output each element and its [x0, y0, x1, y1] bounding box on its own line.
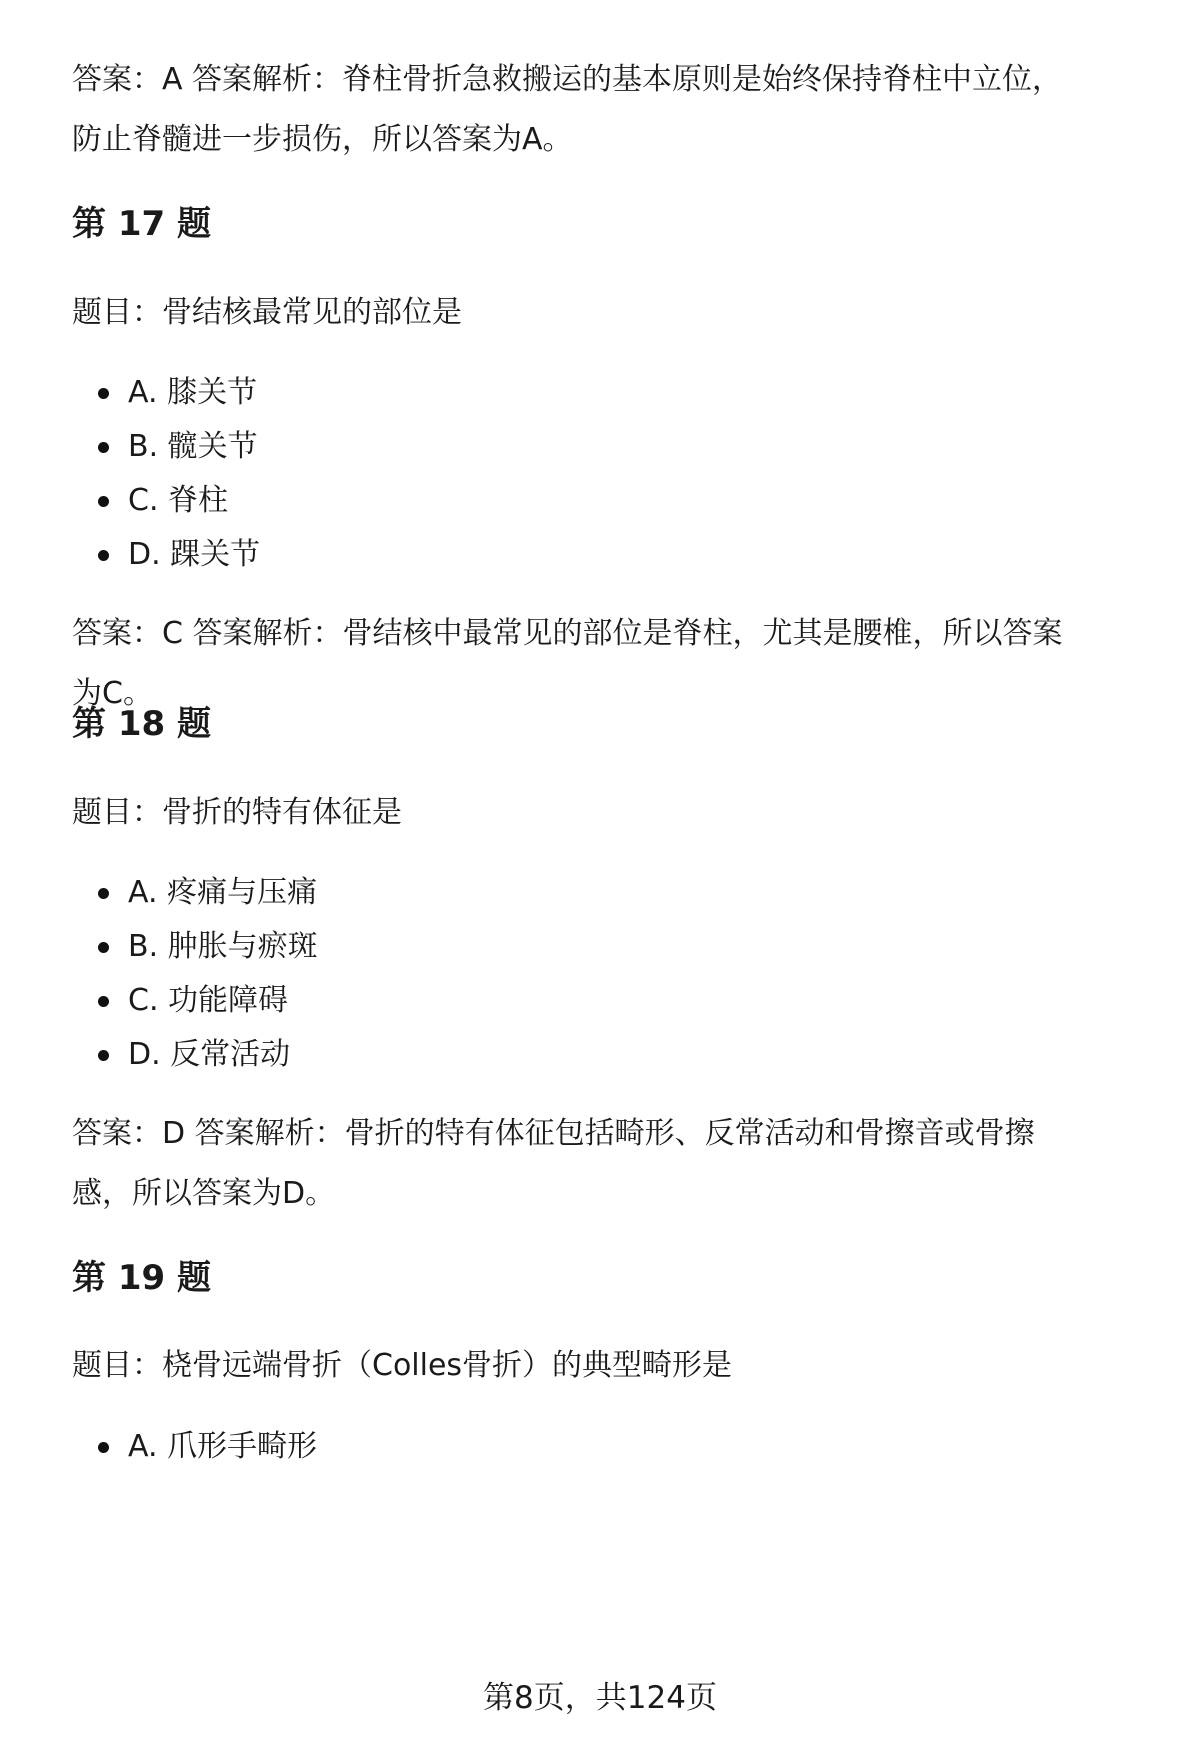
option-item [72, 471, 1072, 531]
bullet-icon [98, 442, 109, 453]
option-label: B. 髋关节 [128, 429, 258, 464]
bullet-icon [98, 1442, 109, 1453]
bullet-icon [98, 996, 109, 1007]
option-label: A. 爪形手畸形 [128, 1429, 318, 1464]
question-17-heading: 第 17 题 [72, 204, 211, 244]
question-19-options [72, 1417, 1072, 1477]
bullet-icon [98, 1050, 109, 1061]
question-17-options [72, 363, 1072, 585]
option-label: A. 疼痛与压痛 [128, 875, 318, 910]
option-label: C. 功能障碍 [128, 983, 289, 1018]
question-17-text: 题目：骨结核最常见的部位是 [72, 295, 462, 330]
document-page [72, 0, 1152, 1755]
option-label: A. 膝关节 [128, 375, 258, 410]
option-item [72, 1417, 1072, 1477]
option-item [72, 363, 1072, 423]
option-item [72, 417, 1072, 477]
option-item [72, 1025, 1072, 1085]
bullet-icon [98, 888, 109, 899]
option-label: B. 肿胀与瘀斑 [128, 929, 318, 964]
bullet-icon [98, 942, 109, 953]
question-18-heading: 第 18 题 [72, 704, 211, 744]
option-item [72, 863, 1072, 923]
question-19-text: 题目：桡骨远端骨折（Colles骨折）的典型畸形是 [72, 1348, 733, 1383]
option-item [72, 917, 1072, 977]
question-18-options [72, 863, 1072, 1085]
bullet-icon [98, 496, 109, 507]
bullet-icon [98, 388, 109, 399]
answer-16: 答案：A 答案解析：脊柱骨折急救搬运的基本原则是始终保持脊柱中立位，防止脊髓进一步损伤，所以答案为A。 [72, 62, 1063, 157]
answer-18: 答案：D 答案解析：骨折的特有体征包括畸形、反常活动和骨擦音或骨擦感，所以答案为D。 [72, 1116, 1035, 1211]
answer-17: 答案：C 答案解析：骨结核中最常见的部位是脊柱，尤其是腰椎，所以答案为C。 [72, 616, 1063, 711]
bullet-icon [98, 550, 109, 561]
option-label: C. 脊柱 [128, 483, 229, 518]
option-item [72, 971, 1072, 1031]
page-number-footer: 第8页，共124页 [483, 1680, 717, 1716]
option-label: D. 反常活动 [128, 1037, 291, 1072]
question-19-heading: 第 19 题 [72, 1258, 211, 1298]
option-item [72, 525, 1072, 585]
option-label: D. 踝关节 [128, 537, 261, 572]
question-18-text: 题目：骨折的特有体征是 [72, 795, 402, 830]
